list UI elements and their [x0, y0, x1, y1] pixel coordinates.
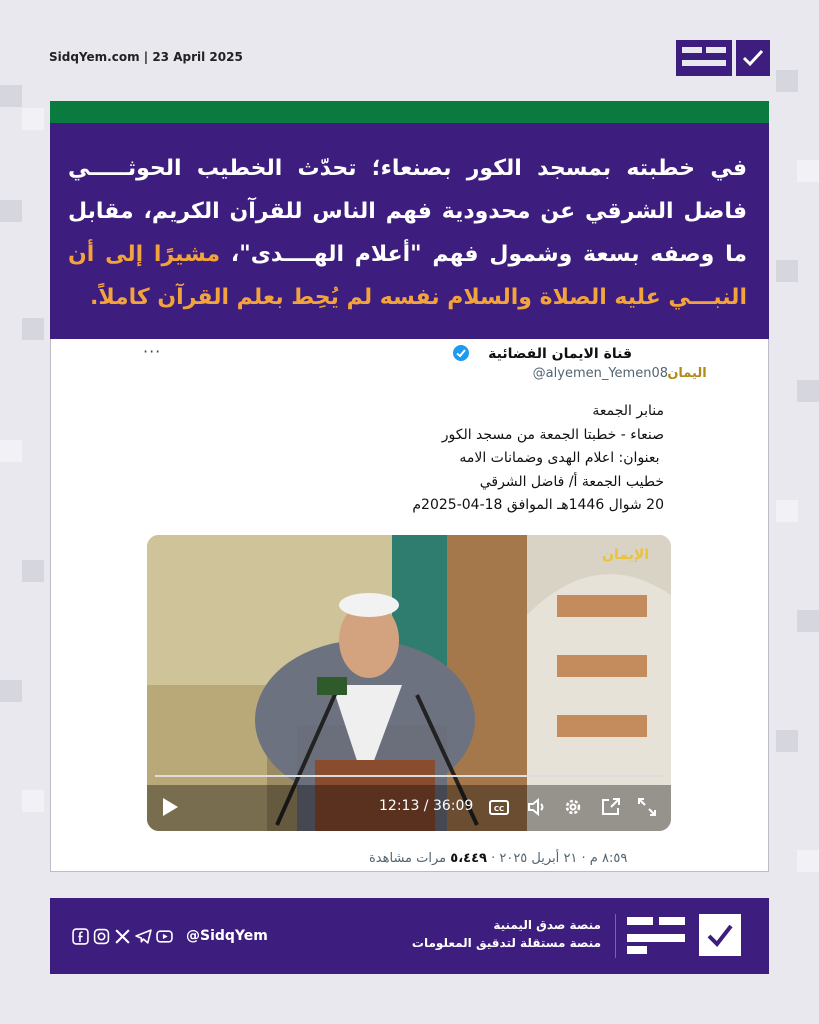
source-date: SidqYem.com | 23 April 2025	[49, 50, 243, 64]
social-icons	[72, 928, 173, 945]
tweet-text	[104, 400, 664, 518]
bg-pixel	[0, 85, 22, 107]
tweet-card	[50, 339, 769, 872]
display-name[interactable]: قناة الايمان الفضائية	[488, 346, 632, 362]
bg-pixel	[0, 440, 22, 462]
more-options-icon[interactable]: ···	[143, 342, 162, 361]
footer-title: منصة صدق اليمنية	[493, 918, 601, 932]
headline	[50, 123, 769, 339]
video-watermark: الإيمان	[602, 547, 650, 563]
captions-icon[interactable]	[487, 795, 511, 819]
play-icon[interactable]	[161, 797, 179, 817]
tweet-line: صنعاء - خطبتا الجمعة من مسجد الكور	[441, 426, 664, 443]
svg-text:CC: CC	[493, 805, 505, 813]
bg-pixel	[22, 790, 44, 812]
bg-pixel	[776, 730, 798, 752]
views-label: مرات مشاهدة	[369, 851, 451, 866]
video-time: 12:13 / 36:09	[379, 798, 474, 814]
facebook-icon[interactable]	[72, 928, 89, 945]
bg-pixel	[797, 380, 819, 402]
bg-pixel	[0, 680, 22, 702]
bg-pixel	[797, 850, 819, 872]
tweet-line: بعنوان: اعلام الهدى وضمانات الامه	[459, 450, 664, 466]
view-count: ٥،٤٤٩	[450, 851, 487, 866]
x-icon[interactable]	[114, 928, 131, 945]
headline-highlight: مشيرًا إلى أن النبـــي عليه الصلاة والسلام نفسه لم يُحِط بعلم القرآن كاملاً.	[68, 242, 747, 310]
avatar[interactable]	[663, 349, 711, 397]
bg-pixel	[22, 318, 44, 340]
footer-handle[interactable]: @SidqYem	[186, 928, 268, 944]
avatar-logo-text: اليمان	[667, 365, 707, 381]
bg-pixel	[776, 500, 798, 522]
accent-bar	[50, 101, 769, 123]
footer-subtitle: منصة مستقلة لتدقيق المعلومات	[411, 936, 601, 950]
youtube-icon[interactable]	[156, 928, 173, 945]
video-progress-bar[interactable]	[155, 775, 663, 777]
bg-pixel	[797, 160, 819, 182]
handle[interactable]: @alyemen_Yemen08	[532, 366, 668, 381]
video-controls	[147, 785, 671, 831]
headline-text: في خطبته بمسجد الكور بصنعاء؛ تحدّث الخطيب الحوثـــــي فاضل الشرقي عن محدودية فهم الناس للقرآن الكريم، مقابل ما وصفه بسعة وشمول فهم "أعلام الهــــدى"،	[68, 156, 747, 267]
verified-badge-icon	[452, 344, 470, 362]
fullscreen-icon[interactable]	[635, 795, 659, 819]
video-player[interactable]	[147, 535, 671, 831]
sidqyem-footer-logo	[623, 912, 743, 958]
sidqyem-logo	[676, 40, 770, 76]
tweet-datetime: ٨:٥٩ م · ٢١ أبريل ٢٠٢٥ ·	[486, 851, 628, 866]
volume-icon[interactable]	[525, 795, 549, 819]
bg-pixel	[776, 70, 798, 92]
bg-pixel	[0, 200, 22, 222]
picture-in-picture-icon[interactable]	[599, 795, 623, 819]
telegram-icon[interactable]	[135, 928, 152, 945]
tweet-meta	[369, 851, 627, 866]
bg-pixel	[776, 260, 798, 282]
tweet-line: خطيب الجمعة أ/ فاضل الشرقي	[479, 473, 664, 490]
footer-divider	[615, 914, 616, 958]
bg-pixel	[22, 108, 44, 130]
settings-gear-icon[interactable]	[561, 795, 585, 819]
tweet-line: 20 شوال 1446هـ الموافق 18-04-2025م	[412, 497, 664, 513]
bg-pixel	[22, 560, 44, 582]
instagram-icon[interactable]	[93, 928, 110, 945]
tweet-line: منابر الجمعة	[592, 403, 664, 419]
bg-pixel	[797, 610, 819, 632]
footer	[50, 898, 769, 974]
